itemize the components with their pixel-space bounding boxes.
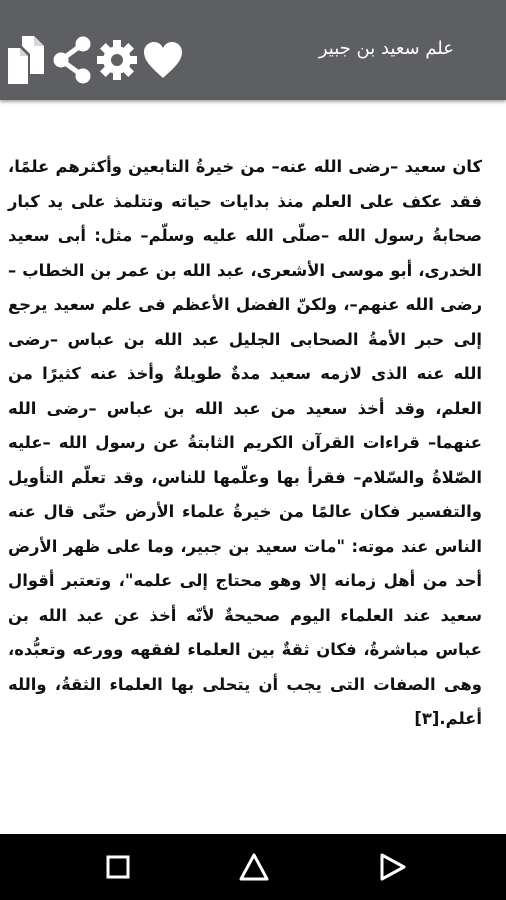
favorite-heart-icon[interactable] bbox=[142, 40, 184, 80]
article-body bbox=[8, 150, 482, 737]
back-triangle-icon[interactable] bbox=[378, 852, 408, 886]
article-text: كان سعيد –رضى الله عنه– من خيرةُ التابعين وأكثرهم علمًا، فقد عكف على العلم منذ بدايات حياته وتتلمذ على يد كبار صحابةُ رسول الله –صلّى الله عليه وسلّم– مثل: أبى سعيد الخدرى، أبو موسى الأشعرى، عبد الله بن عمر بن الخطاب –رضى الله عنهم–، ولكنّ الفضل الأعظم فى علم سعيد يرجع إلى حبر الأمةُ الصحابى الجليل عبد الله بن عباس –رضى الله عنه الذى لازمه سعيد مدةٌ طويلةٌ وأخذ عنه كثيرًا من العلم، وقد أخذ سعيد من عبد الله بن عباس –رضى الله عنهما– قراءات القرآن الكريم الثابتةُ عن رسول الله –عليه الصّلاةُ والسّلام– فقرأ بها وعلّمها للناس، وقد تعلّم التأويل والتفسير فكان عالمًا من خيرةُ علماء الأرض حتّى قال عنه الناس عند موته: "مات سعيد بن جبير، وما على ظهر الأرض أحد من أهل زمانه إلا وهو محتاج إلى علمه"، وتعتبر أقوال سعيد عند العلماء اليوم صحيحةٌ لأنّه أخذ عن عبد الله بن عباس مباشرةُ، فكان ثقةٌ بين العلماء لفقهه وورعه وتعبُّده، وهى الصفات التى يجب أن يتحلى بها العلماء الثقةُ، والله أعلم.[٣] bbox=[8, 157, 482, 728]
home-triangle-icon[interactable] bbox=[238, 852, 270, 886]
copy-icon[interactable] bbox=[6, 34, 46, 86]
app-toolbar bbox=[0, 0, 506, 100]
page-title: علم سعيد بن جبير bbox=[318, 38, 454, 59]
system-navigation-bar bbox=[0, 834, 506, 900]
recents-square-icon[interactable] bbox=[106, 855, 130, 883]
share-icon[interactable] bbox=[53, 36, 91, 84]
settings-gear-icon[interactable] bbox=[96, 38, 138, 82]
